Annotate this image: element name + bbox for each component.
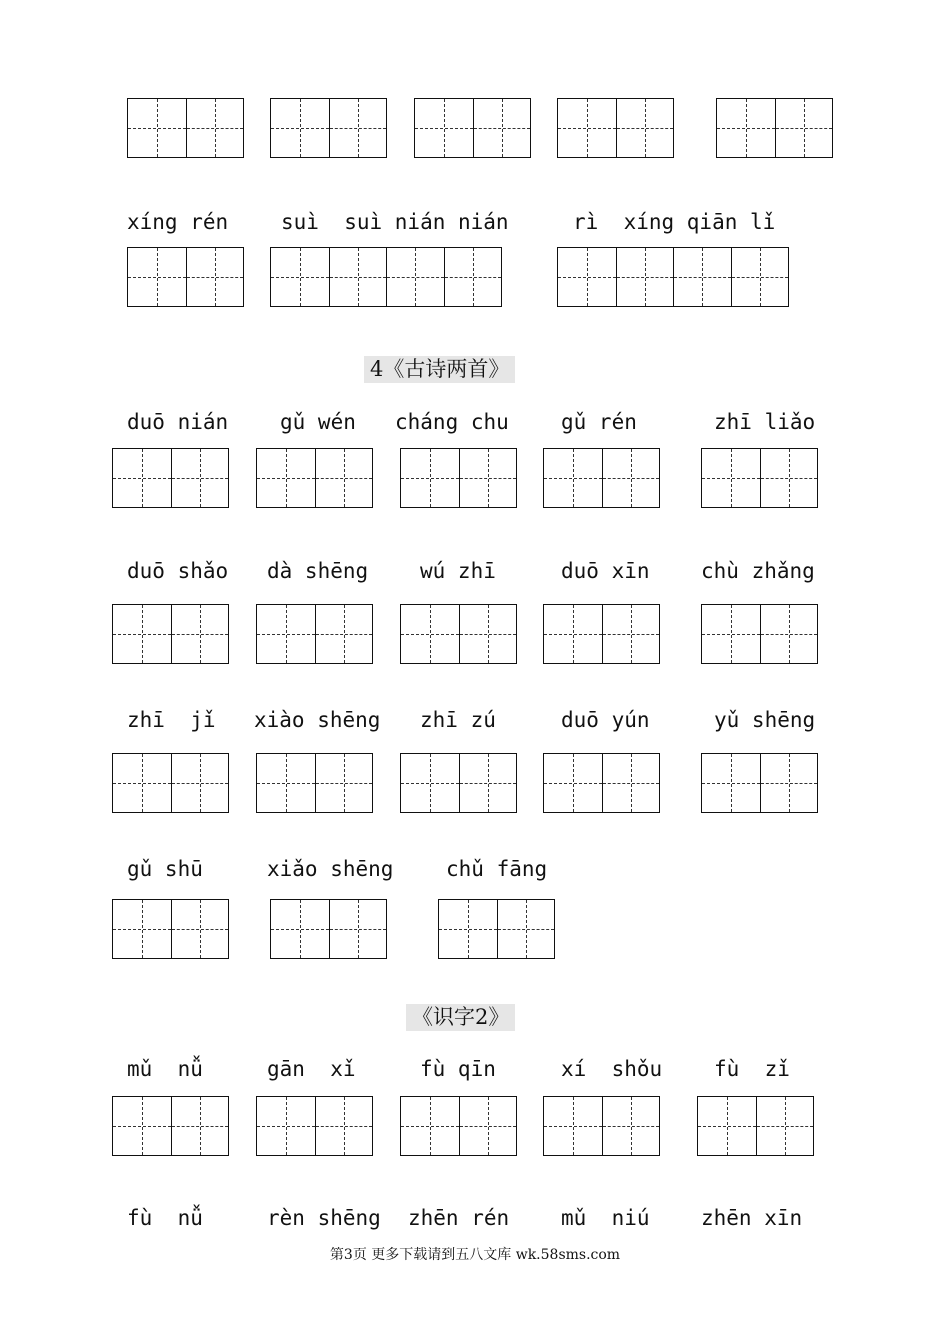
char-grid[interactable] bbox=[270, 247, 502, 307]
pinyin-label: wú zhī bbox=[420, 559, 496, 583]
char-grid[interactable] bbox=[256, 448, 373, 508]
char-grid[interactable] bbox=[127, 98, 244, 158]
char-grid[interactable] bbox=[543, 1096, 660, 1156]
pinyin-label: rèn shēng bbox=[267, 1206, 381, 1230]
char-grid[interactable] bbox=[438, 899, 555, 959]
pinyin-label: chù zhǎng bbox=[701, 559, 815, 583]
pinyin-label: xiǎo shēng bbox=[267, 857, 394, 881]
pinyin-label: mǔ nǚ bbox=[127, 1057, 203, 1081]
char-grid[interactable] bbox=[400, 753, 517, 813]
pinyin-label: fù zǐ bbox=[714, 1057, 790, 1081]
pinyin-label: zhēn rén bbox=[408, 1206, 510, 1230]
pinyin-label: yǔ shēng bbox=[714, 708, 816, 732]
char-grid[interactable] bbox=[270, 899, 387, 959]
pinyin-label: fù nǚ bbox=[127, 1206, 203, 1230]
char-grid[interactable] bbox=[256, 1096, 373, 1156]
pinyin-label: dà shēng bbox=[267, 559, 369, 583]
pinyin-label: gān xǐ bbox=[267, 1057, 356, 1081]
pinyin-label: xí shǒu bbox=[561, 1057, 663, 1081]
char-grid[interactable] bbox=[127, 247, 244, 307]
char-grid[interactable] bbox=[112, 448, 229, 508]
char-grid[interactable] bbox=[543, 753, 660, 813]
char-grid[interactable] bbox=[112, 899, 229, 959]
pinyin-label: chǔ fāng bbox=[446, 857, 548, 881]
pinyin-label: xiào shēng bbox=[254, 708, 381, 732]
char-grid[interactable] bbox=[697, 1096, 814, 1156]
pinyin-label: mǔ niú bbox=[561, 1206, 650, 1230]
pinyin-label: gǔ rén bbox=[561, 410, 637, 434]
char-grid[interactable] bbox=[270, 98, 387, 158]
char-grid[interactable] bbox=[701, 753, 818, 813]
char-grid[interactable] bbox=[701, 604, 818, 664]
char-grid[interactable] bbox=[543, 448, 660, 508]
pinyin-label: suì suì nián nián bbox=[281, 210, 509, 234]
pinyin-label: gǔ shū bbox=[127, 857, 203, 881]
pinyin-label: zhī jǐ bbox=[127, 708, 216, 732]
pinyin-label: xíng rén bbox=[127, 210, 229, 234]
section-title: 《识字2》 bbox=[406, 1004, 515, 1031]
pinyin-label: rì xíng qiān lǐ bbox=[573, 210, 776, 234]
char-grid[interactable] bbox=[701, 448, 818, 508]
char-grid[interactable] bbox=[557, 98, 674, 158]
pinyin-label: cháng chu bbox=[395, 410, 509, 434]
pinyin-label: zhī zú bbox=[420, 708, 496, 732]
pinyin-label: zhēn xīn bbox=[701, 1206, 803, 1230]
char-grid[interactable] bbox=[400, 448, 517, 508]
pinyin-label: fù qīn bbox=[420, 1057, 496, 1081]
pinyin-label: gǔ wén bbox=[280, 410, 356, 434]
char-grid[interactable] bbox=[557, 247, 789, 307]
char-grid[interactable] bbox=[256, 604, 373, 664]
char-grid[interactable] bbox=[112, 753, 229, 813]
char-grid[interactable] bbox=[414, 98, 531, 158]
page-footer: 第3页 更多下载请到五八文库 wk.58sms.com bbox=[329, 1247, 621, 1263]
char-grid[interactable] bbox=[112, 604, 229, 664]
char-grid[interactable] bbox=[400, 604, 517, 664]
section-title: 4《古诗两首》 bbox=[364, 356, 515, 383]
char-grid[interactable] bbox=[400, 1096, 517, 1156]
pinyin-label: duō shǎo bbox=[127, 559, 229, 583]
pinyin-label: zhī liǎo bbox=[714, 410, 816, 434]
pinyin-label: duō nián bbox=[127, 410, 229, 434]
pinyin-label: duō xīn bbox=[561, 559, 650, 583]
pinyin-label: duō yún bbox=[561, 708, 650, 732]
char-grid[interactable] bbox=[112, 1096, 229, 1156]
char-grid[interactable] bbox=[543, 604, 660, 664]
char-grid[interactable] bbox=[716, 98, 833, 158]
char-grid[interactable] bbox=[256, 753, 373, 813]
